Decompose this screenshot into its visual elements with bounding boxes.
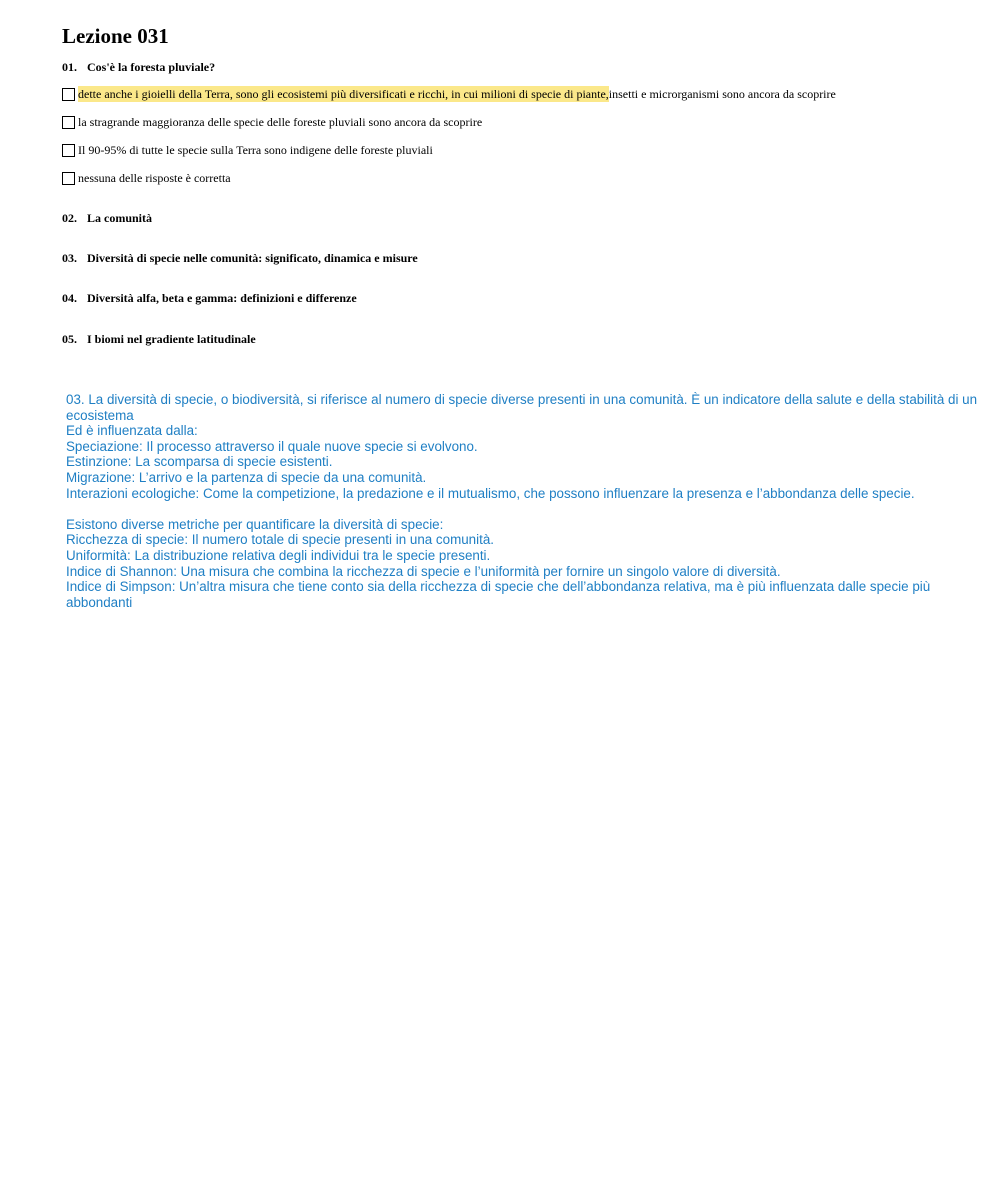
answer-checkbox[interactable] [62, 88, 75, 101]
question-number: 03. [62, 251, 77, 265]
question-number: 02. [62, 211, 77, 225]
note-line: Ricchezza di specie: Il numero totale di specie presenti in una comunità. [66, 532, 494, 548]
note-line: Esistono diverse metriche per quantificare la diversità di specie: [66, 516, 444, 532]
answer-text: Il 90-95% di tutte le specie sulla Terra sono indigene delle foreste pluviali [78, 143, 433, 157]
question-number: 04. [62, 291, 77, 305]
question-03-heading [62, 251, 418, 265]
note-line: Speciazione: Il processo attraverso il quale nuove specie si evolvono. [66, 438, 478, 454]
question-text: Cos'è la foresta pluviale? [87, 60, 216, 74]
question-number: 05. [62, 332, 77, 346]
answer-text: la stragrande maggioranza delle specie delle foreste pluviali sono ancora da scoprire [78, 115, 483, 129]
note-line: Indice di Shannon: Una misura che combina la ricchezza di specie e l’uniformità per fornire un singolo valore di diversità. [66, 563, 781, 579]
question-text: Diversità di specie nelle comunità: significato, dinamica e misure [87, 251, 418, 265]
note-line: 03. La diversità di specie, o biodiversità, si riferisce al numero di specie diverse presenti in una comunità. È un indicatore della salute e della stabilità di un ecosistema [66, 392, 978, 423]
answer-text-rest: insetti e microrganismi sono ancora da scoprire [608, 87, 836, 101]
question-text: La comunità [87, 211, 153, 225]
question-number: 01. [62, 60, 77, 74]
answer-option-2[interactable] [62, 114, 482, 130]
answer-checkbox[interactable] [62, 172, 75, 185]
answer-option-3[interactable] [62, 142, 433, 158]
note-line: Estinzione: La scomparsa di specie esistenti. [66, 454, 333, 470]
note-line: Migrazione: L’arrivo e la partenza di specie da una comunità. [66, 469, 427, 485]
question-02-heading [62, 211, 152, 225]
note-spacer [66, 501, 978, 517]
question-04-heading [62, 291, 357, 305]
question-text: Diversità alfa, beta e gamma: definizioni e differenze [87, 291, 357, 305]
highlighted-answer-text: dette anche i gioielli della Terra, sono gli ecosistemi più diversificati e ricchi, in cui milioni di specie di piante, [78, 87, 609, 101]
note-line: Indice di Simpson: Un’altra misura che tiene conto sia della ricchezza di specie che dell’abbondanza relativa, ma è più influenzata dalle specie più abbondanti [66, 579, 931, 610]
page-title: Lezione 031 [62, 24, 169, 48]
answer-checkbox[interactable] [62, 144, 75, 157]
answer-notes [66, 392, 978, 610]
question-text: I biomi nel gradiente latitudinale [87, 332, 256, 346]
answer-checkbox[interactable] [62, 116, 75, 129]
question-01-heading [62, 60, 215, 74]
answer-option-4[interactable] [62, 170, 231, 186]
question-05-heading [62, 332, 256, 346]
note-line: Interazioni ecologiche: Come la competizione, la predazione e il mutualismo, che possono influenzare la presenza e l’abbondanza delle specie. [66, 485, 915, 501]
note-line: Uniformità: La distribuzione relativa degli individui tra le specie presenti. [66, 547, 491, 563]
answer-text: nessuna delle risposte è corretta [78, 171, 231, 185]
answer-option-1[interactable] [62, 86, 836, 102]
note-line: Ed è influenzata dalla: [66, 423, 198, 439]
